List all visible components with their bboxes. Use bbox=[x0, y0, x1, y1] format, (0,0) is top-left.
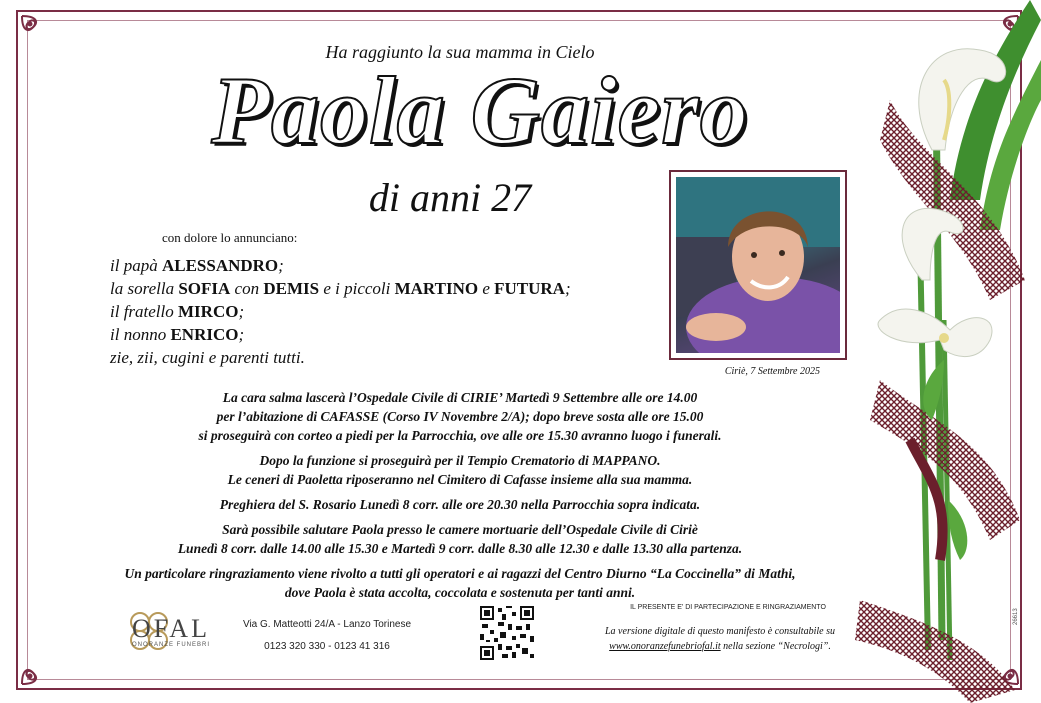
family-list bbox=[110, 254, 670, 369]
corner-ornament-icon bbox=[18, 12, 54, 48]
logo-subtitle: ONORANZE FUNEBRI bbox=[132, 642, 211, 648]
digital-version-note bbox=[560, 624, 880, 654]
paragraph bbox=[55, 451, 865, 489]
text-line: La versione digitale di questo manifesto è consultabile su bbox=[605, 626, 835, 637]
notice-label: IL PRESENTE E' DI PARTECIPAZIONE E RINGRAZIAMENTO bbox=[630, 604, 826, 611]
paragraph bbox=[55, 495, 865, 514]
website-link[interactable]: www.onoranzefunebriofal.it bbox=[609, 641, 721, 652]
portrait-frame bbox=[669, 170, 847, 360]
announce-line: con dolore lo annunciano: bbox=[162, 230, 298, 245]
logo-name: OFAL bbox=[132, 614, 210, 643]
calla-lily-decoration bbox=[840, 0, 1041, 703]
phone-line: 0123 320 330 - 0123 41 316 bbox=[264, 641, 390, 652]
paragraph bbox=[55, 388, 865, 445]
funeral-details bbox=[55, 388, 865, 608]
portrait-illustration bbox=[676, 177, 840, 353]
paragraph bbox=[55, 520, 865, 558]
portrait-photo bbox=[676, 177, 840, 353]
deceased-age: di anni 27 bbox=[368, 175, 532, 220]
family-line: zie, zii, cugini e parenti tutti. bbox=[110, 348, 305, 367]
company-address bbox=[232, 614, 422, 658]
text-line: www.onoranzefunebriofal.it nella sezione “Necrologi”. bbox=[609, 641, 831, 652]
text-line: Un particolare ringraziamento viene rivolto a tutti gli operatori e ai ragazzi del Centro Diurno “La Coccinella” di Mathi, bbox=[124, 566, 796, 581]
deceased-name: Paola Gaiero bbox=[211, 57, 749, 164]
text-line: Lunedì 8 corr. dalle 14.00 alle 15.30 e Martedì 9 corr. dalle 8.30 alle 12.30 e dalle 13.30 alla partenza. bbox=[177, 541, 743, 556]
family-line: il papà ALESSANDRO; bbox=[110, 256, 284, 275]
address-line: Via G. Matteotti 24/A - Lanzo Torinese bbox=[242, 619, 412, 630]
family-line: il fratello MIRCO; bbox=[110, 302, 245, 321]
place-date: Ciriè, 7 Settembre 2025 bbox=[724, 366, 820, 377]
corner-ornament-icon bbox=[18, 652, 54, 688]
family-line: il nonno ENRICO; bbox=[110, 325, 245, 344]
text-line: Sarà possibile salutare Paola presso le camere mortuarie dell’Ospedale Civile di Ciriè bbox=[222, 522, 698, 537]
text-line: dove Paola è stata accolta, coccolata e sostenuta per tanti anni. bbox=[284, 585, 636, 600]
qr-code-icon[interactable] bbox=[478, 604, 536, 662]
text-line: Preghiera del S. Rosario Lunedì 8 corr. alle ore 20.30 nella Parrocchia sopra indicata. bbox=[219, 497, 701, 512]
text-line: Le ceneri di Paoletta riposeranno nel Cimitero di Cafasse insieme alla sua mamma. bbox=[227, 472, 693, 487]
text-line: per l’abitazione di CAFASSE (Corso IV Novembre 2/A); dopo breve sosta alle ore 15.00 bbox=[216, 409, 704, 424]
lead-line: Ha raggiunto la sua mamma in Cielo bbox=[325, 42, 595, 62]
text-line: Dopo la funzione si proseguirà per il Tempio Crematorio di MAPPANO. bbox=[259, 453, 661, 468]
print-code: 26613 bbox=[1013, 608, 1019, 625]
text-line: La cara salma lascerà l’Ospedale Civile di CIRIE’ Martedì 9 Settembre alle ore 14.00 bbox=[222, 390, 698, 405]
text-line: si proseguirà con corteo a piedi per la Parrocchia, ove alle ore 15.30 avranno luogo i funerali. bbox=[198, 428, 722, 443]
paragraph bbox=[55, 564, 865, 602]
family-line: la sorella SOFIA con DEMIS e i piccoli MARTINO e FUTURA; bbox=[110, 279, 571, 298]
